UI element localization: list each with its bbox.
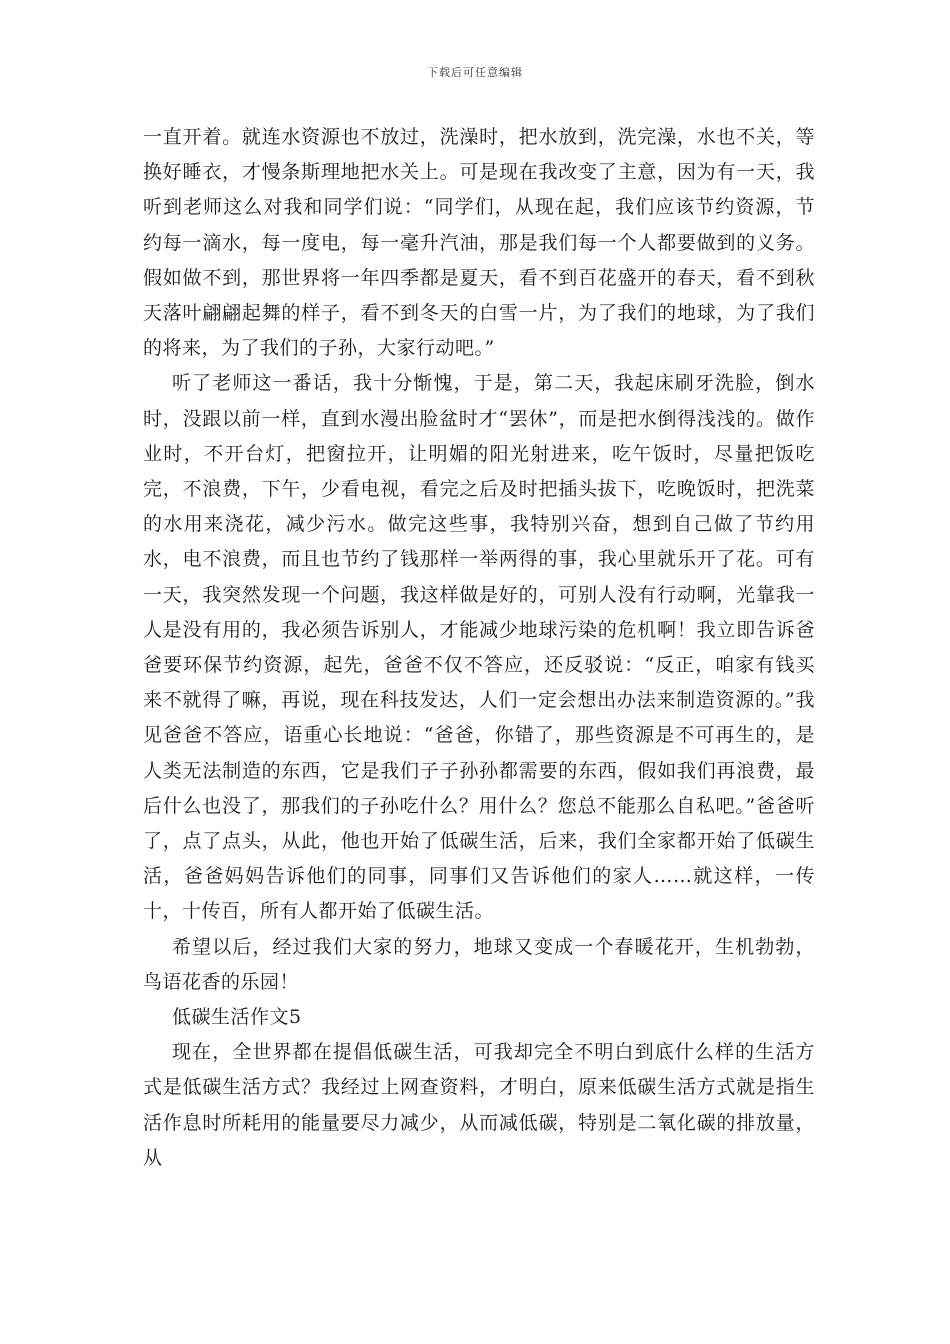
section-title: 低碳生活作文5 (172, 1006, 302, 1029)
document-body (143, 120, 815, 1176)
paragraph-teacher-advice: 听了老师这一番话，我十分惭愧，于是，第二天，我起床刷牙洗脸，倒水时，没跟以前一样，直到水漫出脸盆时才“罢休”，而是把水倒得浅浅的。做作业时，不开台灯，把窗拉开，让明媚的阳光射进来，吃午饭时，尽量把饭吃完，不浪费，下午，少看电视，看完之后及时把插头拔下，吃晚饭时，把洗菜的水用来浇花，减少污水。做完这些事，我特别兴奋，想到自己做了节约用水，电不浪费，而且也节约了钱那样一举两得的事，我心里就乐开了花。可有一天，我突然发现一个问题，我这样做是好的，可别人没有行动啊，光靠我一人是没有用的，我必须告诉别人，才能减少地球污染的危机啊！我立即告诉爸爸要环保节约资源，起先，爸爸不仅不答应，还反驳说：“反正，咱家有钱买来不就得了嘛，再说，现在科技发达，人们一定会想出办法来制造资源的。”我见爸爸不答应，语重心长地说：“爸爸，你错了，那些资源是不可再生的，是人类无法制造的东西，它是我们子子孙孙都需要的东西，假如我们再浪费，最后什么也没了，那我们的子孙吃什么？用什么？您总不能那么自私吧。”爸爸听了，点了点头，从此，他也开始了低碳生活，后来，我们全家都开始了低碳生活，爸爸妈妈告诉他们的同事，同事们又告诉他们的家人……就这样，一传十，十传百，所有人都开始了低碳生活。 (143, 372, 815, 923)
page-header: 下载后可任意编辑 (427, 66, 523, 79)
paragraph-hope: 希望以后，经过我们大家的努力，地球又变成一个春暖花开，生机勃勃，鸟语花香的乐园！ (143, 935, 815, 993)
paragraph-continued: 一直开着。就连水资源也不放过，洗澡时，把水放到，洗完澡，水也不关，等换好睡衣，才慢条斯理地把水关上。可是现在我改变了主意，因为有一天，我听到老师这么对我和同学们说：“同学们，从现在起，我们应该节约资源，节约每一滴水，每一度电，每一毫升汽油，那是我们每一个人都要做到的义务。假如做不到，那世界将一年四季都是夏天，看不到百花盛开的春天，看不到秋天落叶翩翩起舞的样子，看不到冬天的白雪一片，为了我们的地球，为了我们的将来，为了我们的子孙，大家行动吧。” (143, 126, 815, 360)
paragraph-essay-5: 现在，全世界都在提倡低碳生活，可我却完全不明白到底什么样的生活方式是低碳生活方式？我经过上网查资料，才明白，原来低碳生活方式就是指生活作息时所耗用的能量要尽力减少，从而减低碳，特别是二氧化碳的排放量，从 (143, 1041, 815, 1169)
